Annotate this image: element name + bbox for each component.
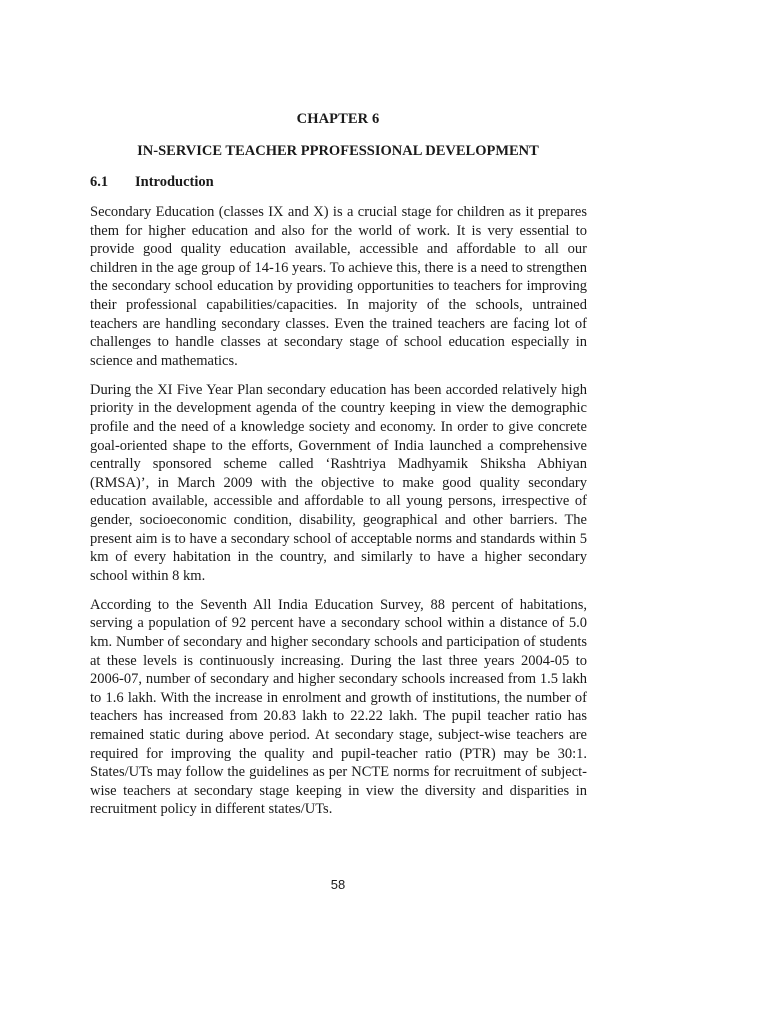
- paragraph: During the XI Five Year Plan secondary education has been accorded relatively high priority in the development agenda of the country keeping in view the demographic profile and the need of a knowledge society and economy. In order to give concrete goal-oriented shape to the efforts, Government of India launched a comprehensive centrally sponsored scheme called ‘Rashtriya Madhyamik Shiksha Abhiyan (RMSA)’, in March 2009 with the objective to make good quality secondary education available, accessible and affordable to all young persons, irrespective of gender, socioeconomic condition, disability, geographical and other barriers. The present aim is to have a secondary school of acceptable norms and standards within 5 km of every habitation in the country, and similarly to have a higher secondary school within 8 km.: [90, 381, 587, 584]
- section-number: 6.1: [90, 174, 109, 190]
- chapter-subtitle: IN-SERVICE TEACHER PPROFESSIONAL DEVELOPMENT: [137, 143, 539, 159]
- chapter-title: CHAPTER 6: [296, 111, 380, 127]
- paragraph: According to the Seventh All India Education Survey, 88 percent of habitations, serving a population of 92 percent have a secondary school within a distance of 5.0 km. Number of secondary and higher secondary schools and participation of students at these levels is continuously increasing. During the last three years 2004-05 to 2006-07, number of secondary and higher secondary schools increased from 1.5 lakh to 1.6 lakh. With the increase in enrolment and growth of institutions, the number of teachers has increased from 20.83 lakh to 22.22 lakh. The pupil teacher ratio has remained static during above period. At secondary stage, subject-wise teachers are required for improving the quality and pupil-teacher ratio (PTR) may be 30:1. States/UTs may follow the guidelines as per NCTE norms for recruitment of subject-wise teachers at secondary stage keeping in view the diversity and disparities in recruitment policy in different states/UTs.: [90, 596, 587, 818]
- paragraph: Secondary Education (classes IX and X) is a crucial stage for children as it prepares them for higher education and also for the world of work. It is very essential to provide good quality education available, accessible and affordable to all our children in the age group of 14-16 years. To achieve this, there is a need to strengthen the secondary school education by providing opportunities to teachers for improving their professional capabilities/capacities. In majority of the schools, untrained teachers are handling secondary classes. Even the trained teachers are facing lot of challenges to handle classes at secondary stage of school education especially in science and mathematics.: [90, 204, 587, 369]
- page-number: 58: [330, 877, 346, 892]
- section-heading: [90, 174, 214, 191]
- section-title: Introduction: [135, 174, 214, 190]
- body-text: [90, 203, 587, 830]
